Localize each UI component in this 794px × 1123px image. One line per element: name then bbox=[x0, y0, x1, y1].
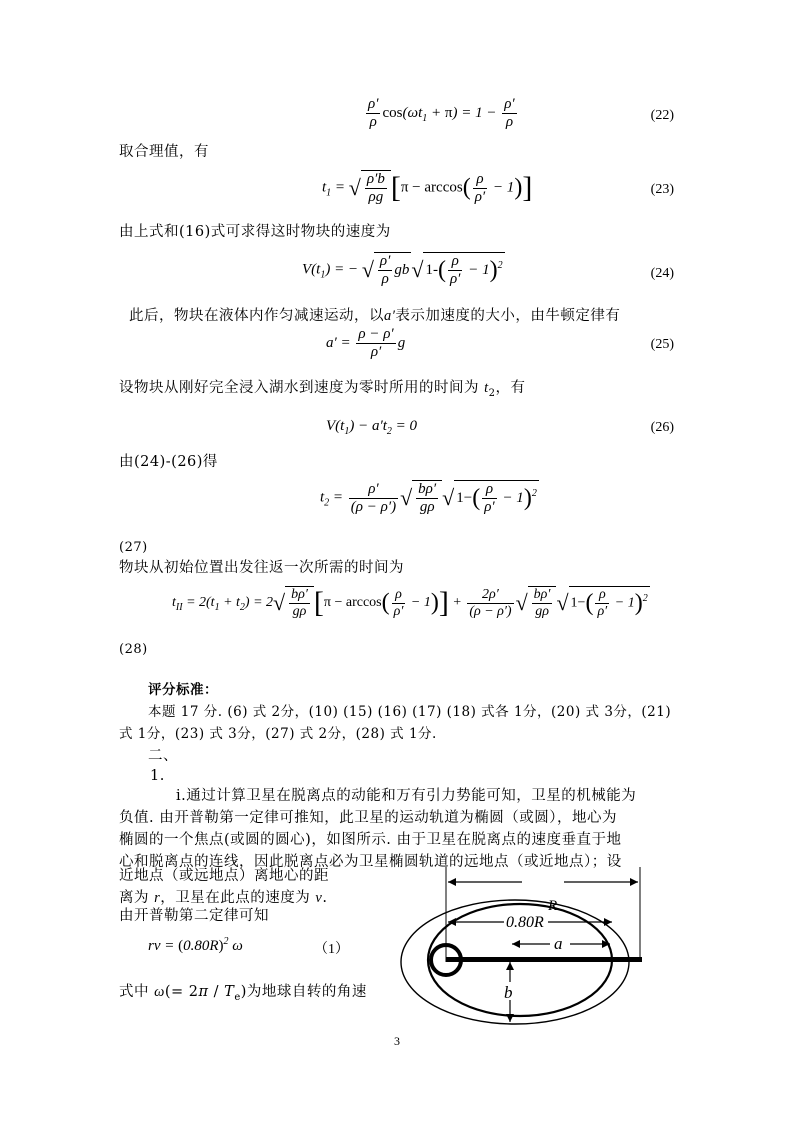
label-08R: 0.80R bbox=[506, 914, 544, 931]
score-line-1: 本题 17 分. (6) 式 2分，(10) (15) (16) (17) (18) 式各 1分，(20) 式 3分，(21) bbox=[148, 704, 672, 720]
para-line-3: 椭圆的一个焦点(或圆的圆心)，如图所示. 由于卫星在脱离点的速度垂直于地 bbox=[119, 832, 622, 848]
para-line-6a: 离为 bbox=[119, 890, 149, 906]
label-a: a bbox=[554, 934, 563, 953]
arrow-top-right bbox=[630, 878, 638, 886]
label-b: b bbox=[504, 983, 513, 1002]
equation-27: $t_2$ = $\frac{\rho'}{(\rho - \rho')}$ √ $\frac{b\rho'}{g\rho}$ √ 1−( $\frac{\rho}{\rho'}$ − 1)$^2$ bbox=[320, 480, 537, 515]
text-take-reasonable: 取合理值，有 bbox=[119, 144, 209, 160]
score-line-2: 式 1分，(23) 式 3分，(27) 式 2分，(28) 式 1分. bbox=[119, 726, 437, 742]
equation-number-24: (24) bbox=[650, 266, 674, 281]
para-line-8a: 式中 bbox=[119, 984, 149, 1000]
para-line-8b: 为地球自转的角速 bbox=[246, 984, 367, 1000]
para-line-4: 心和脱离点的连线，因此脱离点必为卫星椭圆轨道的远地点（或近地点）；设 bbox=[119, 854, 622, 870]
arrow-b-bottom bbox=[506, 1014, 514, 1022]
text-after-part1: 此后，物块在液体内作匀减速运动，以 bbox=[129, 308, 384, 324]
arrow-top-left bbox=[448, 878, 456, 886]
equation-number-25: (25) bbox=[650, 337, 674, 352]
para-line-6c: . bbox=[322, 890, 328, 906]
label-R: R bbox=[548, 898, 558, 914]
para-line-5: 近地点（或远地点）离地心的距 bbox=[119, 868, 329, 884]
text-total: 物块从初始位置出发往返一次所需的时间为 bbox=[119, 560, 404, 576]
para-line-2: 负值. 由开普勒第一定律可推知，此卫星的运动轨道为椭圆（或圆），地心为 bbox=[119, 810, 617, 826]
equation-22: $\frac{\rho'}{\rho}$ $\cos(\omega t_1 + \pi) = 1$ − $\frac{\rho'}{\rho}$ bbox=[368, 96, 515, 130]
equation-26: $V(t_1) - a't_2 = 0$ bbox=[326, 418, 418, 437]
para-line-6: 离为 r，卫星在此点的速度为 v. bbox=[119, 890, 328, 906]
arrow-a-left bbox=[512, 940, 520, 948]
text-from: 由(24)-(26)得 bbox=[119, 454, 218, 470]
arrow-08R-right bbox=[604, 918, 612, 926]
equation-24: $V(t_1)$ = − √ $\frac{\rho'}{\rho}$ gb√ 1-( $\frac{\rho}{\rho'}$ − 1)$^2$ bbox=[302, 253, 503, 287]
text-speed: 由上式和(16)式可求得这时物块的速度为 bbox=[119, 224, 391, 240]
para-line-1: ⅰ.通过计算卫星在脱离点的动能和万有引力势能可知，卫星的机械能为 bbox=[176, 788, 637, 804]
equation-23: $t_1$ = √ $\frac{\rho'b}{\rho g}$ [π − arccos( $\frac{\rho}{\rho'}$ − 1)] bbox=[322, 170, 533, 205]
page-number: 3 bbox=[394, 1034, 400, 1048]
equation-1: rv = $(0.80R)^2$ ω bbox=[148, 936, 243, 954]
para-line-6b: ，卫星在此点的速度为 bbox=[160, 890, 311, 906]
score-title: 评分标准： bbox=[148, 682, 218, 698]
text-after: 此后，物块在液体内作匀减速运动，以a′表示加速度的大小，由牛顿定律有 bbox=[129, 308, 621, 324]
equation-number-1: （1） bbox=[314, 942, 349, 957]
major-axis-bar bbox=[446, 957, 642, 962]
item-one: 1. bbox=[150, 768, 165, 784]
equation-number-22: (22) bbox=[650, 108, 674, 123]
equation-number-23: (23) bbox=[650, 182, 674, 197]
arrow-b-top bbox=[506, 962, 514, 970]
orbit-figure bbox=[400, 862, 650, 1032]
equation-25: a′ = $\frac{\rho - \rho'}{\rho'}$ g bbox=[326, 326, 406, 360]
equation-number-27: (27) bbox=[119, 540, 148, 555]
equation-number-26: (26) bbox=[650, 420, 674, 435]
text-set-part1: 设物块从刚好完全浸入湖水到速度为零时所用的时间为 bbox=[119, 380, 479, 396]
text-set: 设物块从刚好完全浸入湖水到速度为零时所用的时间为 $t_2$，有 bbox=[119, 380, 526, 399]
section-two: 二、 bbox=[148, 748, 178, 764]
para-line-8: 式中 $\omega(= 2\pi / T_e)$为地球自转的角速 bbox=[119, 984, 367, 1003]
text-after-part2: 表示加速度的大小，由牛顿定律有 bbox=[395, 308, 621, 324]
equation-number-28: (28) bbox=[119, 642, 148, 657]
para-line-7: 由开普勒第二定律可知 bbox=[119, 908, 269, 924]
text-set-part2: ，有 bbox=[495, 380, 526, 396]
equation-28: $t_{II} = 2(t_1 + t_2) = 2√$ $\frac{b\rho'}{g\rho}$ [π − arccos( $\frac{\rho}{\rho'}$ − 1)] + $\frac{2\rho'}{(\rho - \rho')}$ √ $\frac{b\rho'}{g\rho}$ √ 1−( $\frac{\rho}{\rho'}$ − 1)$^2$ bbox=[172, 586, 648, 619]
